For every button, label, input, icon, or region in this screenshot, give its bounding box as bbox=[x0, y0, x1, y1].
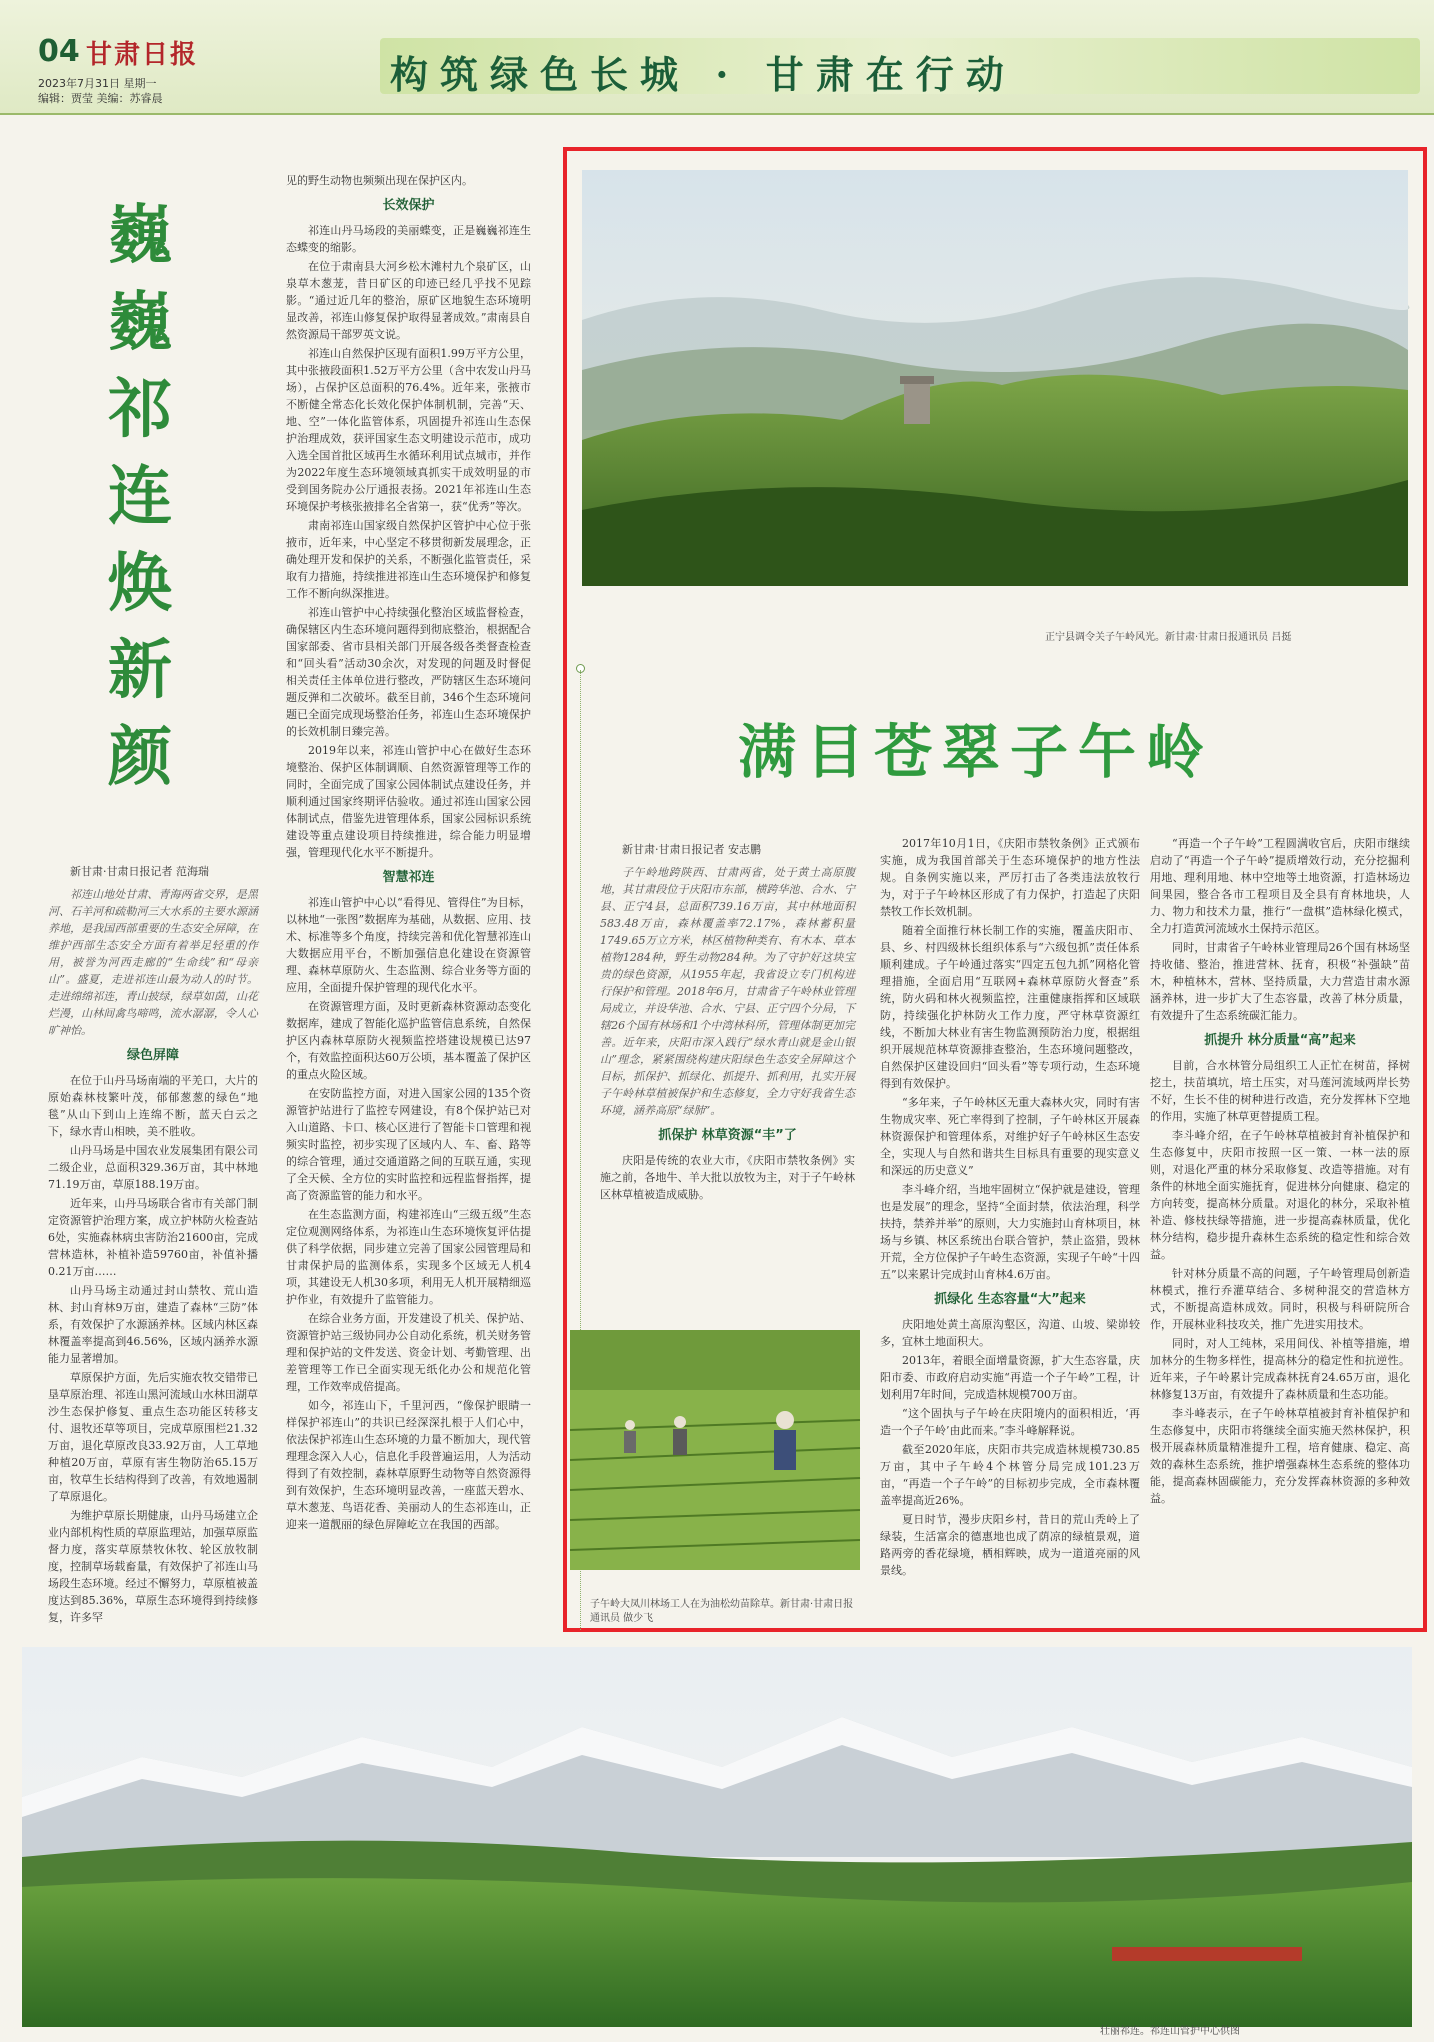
title-char: 连 bbox=[108, 459, 172, 534]
paragraph: 祁连山管护中心以“看得见、管得住”为目标，以林地“一张图”数据库为基础，从数据、应用、技术、标准等多个角度，持续完善和优化智慧祁连山大数据应用平台，不断加强信息化建设在资源管理、森林草原防火、生态监测、综合业务等方面的应用，全面提升保护管理的现代化水平。 bbox=[286, 896, 531, 994]
paragraph: 2017年10月1日，《庆阳市禁牧条例》正式颁布实施，成为我国首部关于生态环境保护的地方性法规。自条例实施以来，严厉打击了各类违法放牧行为，对于子午岭林区形成了有力保护，打造起了庆阳禁牧工作长效机制。 bbox=[880, 837, 1140, 918]
bottom-photo bbox=[22, 1647, 1412, 2027]
bottom-photo-caption: 壮丽祁连。祁连山管护中心供图 bbox=[1100, 2026, 1240, 2037]
paragraph: 2013年，着眼全面增量资源，扩大生态容量，庆阳市委、市政府启动实施“再造一个子午岭”工程，计划利用7年时间，完成造林规模700万亩。 bbox=[880, 1354, 1140, 1401]
right-byline: 新甘肃·甘肃日报记者 安志鹏 bbox=[622, 843, 761, 856]
title-char: 巍 bbox=[108, 285, 172, 360]
left-byline: 新甘肃·甘肃日报记者 范海瑞 bbox=[70, 865, 209, 878]
top-photo-caption: 正宁县调令关子午岭风光。新甘肃·甘肃日报通讯员 吕挺 bbox=[1045, 632, 1292, 643]
title-char: 新 bbox=[108, 633, 172, 708]
right-col-3 bbox=[1150, 835, 1410, 1625]
section-heading: 长效保护 bbox=[382, 198, 435, 213]
top-photo bbox=[582, 170, 1408, 586]
right-col-2 bbox=[880, 835, 1140, 1625]
section-heading: 绿色屏障 bbox=[126, 1048, 179, 1063]
paragraph: “这个固执与子午岭在庆阳境内的面积相近，‘再造一个子午岭’由此而来。”李斗峰解释说。 bbox=[880, 1407, 1140, 1437]
paragraph: 李斗峰介绍，当地牢固树立“保护就是建设，管理也是发展”的理念，坚持“全面封禁，依法治理，科学扶持，禁养并举”的原则，大力实施封山育林项目，林场与乡镇、林区系统出台联合管护，禁止盗猎，毁林开荒，全方位保护子午岭生态资源，实现子午岭“十四五”以来累计完成封山育林4.6万亩。 bbox=[880, 1183, 1140, 1281]
paragraph: 李斗峰介绍，在子午岭林草植被封育补植保护和生态修复中，庆阳市按照一区一策、一林一法的原则，对退化严重的林分采取修复、改造等措施。对有条件的林地全面实施抚育，促进林分向健康、稳定的方向转变，提高林分质量。对退化的林分，采取补植补造、修枝扶绿等措施，进一步提高森林质量，优化林分结构，稳步提升森林生态系统的稳定性和综合效益。 bbox=[1150, 1129, 1410, 1261]
title-char: 颜 bbox=[108, 720, 172, 795]
right-lead: 子午岭地跨陕西、甘肃两省，处于黄土高原腹地，其甘肃段位于庆阳市东部，横跨华池、合水、宁县、正宁4县，总面积739.16万亩，其中林地面积583.48万亩，森林覆盖率72.17%，森林蓄积量1749.65万立方米，林区植物种类有、有木本、草本植物1284种，野生动物284种。为了守护好这块宝贵的绿色资源，从1955年起，我省设立专门机构进行保护和管理。2018年6月，甘肃省子午岭林业管理局成立，并设华池、合水、宁县、正宁四个分局，下辖26个国有林场和1个中湾林科所，管理体制更加完善。近年来，庆阳市深入践行“绿水青山就是金山银山”理念，紧紧围绕构建庆阳绿色生态安全屏障这个目标，抓保护、抓绿化、抓提升、抓利用，扎实开展子午岭林草植被保护和生态修复，全力守好我省生态环境，涵养高原“绿肺”。 bbox=[600, 866, 855, 1117]
paragraph: 在综合业务方面，开发建设了机关、保护站、资源管护站三级协同办公自动化系统，机关财务管理和保护站的文件发送、资金计划、考勤管理、出差管理等工作已全面实现无纸化办公和规范化管理，工作效率成倍提高。 bbox=[286, 1312, 531, 1393]
title-char: 焕 bbox=[108, 546, 172, 621]
right-article-title: 满目苍翠子午岭 bbox=[738, 718, 1215, 786]
paragraph: 为维护草原长期健康，山丹马场建立企业内部机构性质的草原监理站，加强草原监督力度，落实草原禁牧休牧、轮区放牧制度，控制草场载畜量，有效保护了祁连山马场段生态环境。经过不懈努力，草原植被盖度达到85.36%，草原生态环境得到持续修复，许多罕 bbox=[48, 1509, 258, 1624]
qilian-panorama-image bbox=[22, 1647, 1412, 2027]
paragraph: “再造一个子午岭”工程圆满收官后，庆阳市继续启动了“再造一个子午岭”提质增效行动，充分挖掘利用地、理利用地、林中空地等土地资源，打造林场边间果园，整合各市工程项目及全县有育林地块，人力、物力和技术力量，推行“一盘棋”造林绿化模式，全力打造黄河流域水土保持示范区。 bbox=[1150, 837, 1410, 935]
section-heading: 抓绿化 生态容量“大”起来 bbox=[934, 1292, 1086, 1307]
paragraph: 见的野生动物也频频出现在保护区内。 bbox=[286, 174, 473, 187]
banner-title: 构筑绿色长城 · 甘肃在行动 bbox=[390, 52, 1016, 97]
paragraph: 庆阳是传统的农业大市，《庆阳市禁牧条例》实施之前，各地牛、羊大批以放牧为主，对于子午岭林区林草植被造成威胁。 bbox=[600, 1154, 855, 1201]
inset-photo-caption: 子午岭大凤川林场工人在为油松幼苗除草。新甘肃·甘肃日报通讯员 做少飞 bbox=[590, 1599, 854, 1624]
issue-date: 2023年7月31日 星期一 bbox=[38, 77, 157, 90]
paragraph: 肃南祁连山国家级自然保护区管护中心位于张掖市，近年来，中心坚定不移贯彻新发展理念，正确处理开发和保护的关系，不断强化监管责任，采取有力措施，持续推进祁连山生态环境保护和修复工作不断向纵深推进。 bbox=[286, 519, 531, 600]
paragraph: 夏日时节，漫步庆阳乡村，昔日的荒山秃岭上了绿装，生活富余的德惠地也成了荫凉的绿植景观，道路两旁的香花绿境，栖相辉映，成为一道道亮丽的风景线。 bbox=[880, 1513, 1140, 1577]
paragraph: 祁连山自然保护区现有面积1.99万平方公里，其中张掖段面积1.52万平方公里（含中农发山丹马场），占保护区总面积的76.4%。近年来，张掖市不断健全常态化长效化保护体制机制，完善“天、地、空”一体化监管体系，巩固提升祁连山生态保护治理成效，获评国家生态文明建设示范市，成功入选全国首批区域再生水循环利用试点城市，并作为2022年度生态环境领域真抓实干成效明显的市受到国务院办公厅通报表扬。2021年祁连山生态环境保护考核张掖排名全省第一，获“优秀”等次。 bbox=[286, 347, 531, 513]
paragraph: 目前，合水林管分局组织工人正忙在树苗，择树挖土，扶苗填坑，培土压实，对马莲河流域两岸长势不好，生长不佳的树种进行改造，充分发挥林下空地的作用，实施了林草更替提质工程。 bbox=[1150, 1059, 1410, 1123]
paragraph: 随着全面推行林长制工作的实施，覆盖庆阳市、县、乡、村四级林长组织体系与“六级包抓”责任体系顺利建成。子午岭通过落实“四定五包九抓”网格化管理措施，全面启用“互联网+森林草原防火督查”系统，防火码和林火视频监控，注重健康指挥和区域联防，持续强化护林防火工作力度，严守林草资源红线，不断加大林业有害生物监测预防治力度，根据组织开展规范林草资源排查整治，生态环境问题整改，自然保护区建设回归“回头看”等专项行动，生态环境得到有效保护。 bbox=[880, 924, 1140, 1090]
editors: 编辑：贾莹 美编：苏睿晨 bbox=[38, 92, 163, 105]
section-heading: 智慧祁连 bbox=[382, 870, 435, 885]
left-column bbox=[48, 857, 258, 1624]
paragraph: 如今，祁连山下，千里河西，“像保护眼睛一样保护祁连山”的共识已经深深扎根于人们心中，依法保护祁连山生态环境的力量不断加大，现代管理理念深入人心，信息化手段普遍运用，人为活动得到了有效控制，森林草原野生动物等自然资源得到有效保护，生态环境明显改善，一座蓝天碧水、草木葱茏、鸟语花香、美丽动人的生态祁连山，正迎来一道靓丽的绿色屏障屹立在我国的西部。 bbox=[286, 1399, 531, 1531]
paragraph: 在位于肃南县大河乡松木滩村九个泉矿区，山泉草木葱茏，昔日矿区的印迹已经几乎找不见踪影。“通过近几年的整治，原矿区地貌生态环境明显改善，祁连山修复保护取得显著成效。”肃南县自然资源局干部罗英文说。 bbox=[286, 260, 531, 341]
right-col-1 bbox=[600, 835, 855, 1205]
paragraph: 在位于山丹马场南端的平羌口，大片的原始森林枝繁叶茂，郁郁葱葱的绿色“地毯”从山下到山上连绵不断，蓝天白云之下，绿水青山相映，美不胜收。 bbox=[48, 1074, 258, 1138]
paragraph: 同时，甘肃省子午岭林业管理局26个国有林场坚持收储、整治，推进营林、抚育，积极“补强缺”苗木，种植林木，营林、坚持质量，大力营造甘肃水源涵养林，进一步扩大了生态容量，改善了林分质量，有效提升了生态系统碳汇能力。 bbox=[1150, 941, 1410, 1022]
paragraph: 同时，对人工纯林，采用间伐、补植等措施，增加林分的生物多样性，提高林分的稳定性和抗逆性。近年来，子午岭累计完成森林抚育24.65万亩，退化林修复13万亩，有效提升了森林质量和生态功能。 bbox=[1150, 1337, 1410, 1401]
paragraph: “多年来，子午岭林区无重大森林火灾，同时有害生物成灾率、死亡率得到了控制，子午岭林区开展森林资源保护和管理体系，对维护好子午岭林区生态安全，实现人与自然和谐共生目标具有重要的现实意义和深远的历史意义” bbox=[880, 1096, 1140, 1177]
left-lead: 祁连山地处甘肃、青海两省交界，是黑河、石羊河和疏勒河三大水系的主要水源涵养地，是我国西部重要的生态安全屏障，在维护西部生态安全方面有着举足轻重的作用，被誉为河西走廊的“生命线”和“母亲山”。盛夏，走进祁连山最为动人的时节。走进绵绵祁连，青山披绿，绿草如茵，山花烂漫，山林间禽鸟啼鸣，流水潺潺，令人心旷神怡。 bbox=[48, 888, 258, 1037]
page-number: 04 bbox=[38, 34, 80, 69]
date-editors bbox=[38, 76, 163, 106]
section-heading: 抓提升 林分质量“高”起来 bbox=[1204, 1033, 1356, 1048]
paragraph: 山丹马场是中国农业发展集团有限公司二级企业，总面积329.36万亩，其中林地71.19万亩，草原188.19万亩。 bbox=[48, 1144, 258, 1191]
paragraph: 山丹马场主动通过封山禁牧、荒山造林、封山育林9万亩，建造了森林“三防”体系，有效保护了水源涵养林。区域内林区森林覆盖率提高到46.56%，区域内涵养水源能力显著增加。 bbox=[48, 1284, 258, 1365]
paragraph: 李斗峰表示，在子午岭林草植被封育补植保护和生态修复中，庆阳市将继续全面实施天然林保护，积极开展森林质量精准提升工程，培育健康、稳定、高效的森林生态系统，推护增强森林生态系统的整体功能，提高森林固碳能力，充分发挥森林资源的多种效益。 bbox=[1150, 1407, 1410, 1505]
paragraph: 在安防监控方面，对进入国家公园的135个资源管护站进行了监控专网建设，有8个保护站已对入山道路、卡口、核心区进行了智能卡口管理和视频实时监控，初步实现了区域内人、车、畜、路等的综合管理，通过交通道路之间的互联互通，实现了全天候、全方位的实时监控和远程监督指挥，提高了资源监管的能力和水平。 bbox=[286, 1087, 531, 1202]
workers-weeding-image bbox=[570, 1330, 860, 1570]
paragraph: 针对林分质量不高的问题，子午岭管理局创新造林模式，推行乔灌草结合、多树种混交的营造林方式，不断提高造林成效。同时，积极与科研院所合作，开展林业科技攻关，推广先进实用技术。 bbox=[1150, 1267, 1410, 1331]
paragraph: 祁连山丹马场段的美丽蝶变，正是巍巍祁连生态蝶变的缩影。 bbox=[286, 224, 531, 254]
paper-name: 甘肃日报 bbox=[86, 40, 199, 70]
section-heading: 抓保护 林草资源“丰”了 bbox=[658, 1128, 797, 1143]
inset-photo bbox=[570, 1330, 860, 1570]
paragraph: 近年来，山丹马场联合省市有关部门制定资源管护治理方案，成立护林防火检查站6处，实施森林病虫害防治21600亩，完成营林造林，补植补造59760亩，补值补播0.21万亩…… bbox=[48, 1197, 258, 1278]
middle-column bbox=[286, 172, 531, 1617]
masthead bbox=[0, 0, 1434, 115]
paragraph: 庆阳地处黄土高原沟壑区，沟道、山坡、梁峁较多，宜林土地面积大。 bbox=[880, 1318, 1140, 1348]
paragraph: 草原保护方面，先后实施农牧交错带已垦草原治理、祁连山黑河流域山水林田湖草沙生态保护修复、重点生态功能区转移支付、退牧还草等项目，完成草原围栏21.32万亩，退化草原改良33.92万亩，人工草地种植20万亩，草原有害生物防治65.15万亩，牧草生长结构得到了改善，有效地遏制了草原退化。 bbox=[48, 1371, 258, 1503]
left-article-title bbox=[100, 192, 180, 801]
paragraph: 在生态监测方面，构建祁连山“三级五级”生态定位观测网络体系，为祁连山生态环境恢复评估提供了科学依据，同步建立完善了国家公园管理局和甘肃保护局的监测体系，实现多个区域无人机4项，其建设无人机30多项，利用无人机开展精细巡护作业，有效提升了监管能力。 bbox=[286, 1208, 531, 1306]
paragraph: 截至2020年底，庆阳市共完成造林规模730.85万亩，其中子午岭4个林管分局完成101.23万亩，“再造一个子午岭”的目标初步完成，全市森林覆盖率提高近26%。 bbox=[880, 1443, 1140, 1507]
paragraph: 祁连山管护中心持续强化整治区域监督检查，确保辖区内生态环境问题得到彻底整治，根据配合国家部委、省市县相关部门开展各级各类督查检查和“回头看”活动30余次，对发现的问题及时督促相关责任主体单位进行整改，严防辖区生态环境问题反弹和二次破坏。截至目前，346个生态环境问题已全面完成现场整治任务，祁连山生态环境保护的长效机制日臻完善。 bbox=[286, 606, 531, 738]
title-char: 巍 bbox=[108, 198, 172, 273]
mountain-landscape-image bbox=[582, 170, 1408, 586]
title-char: 祁 bbox=[108, 372, 172, 447]
paragraph: 2019年以来，祁连山管护中心在做好生态环境整治、保护区体制调顺、自然资源管理等工作的同时，全面完成了国家公园体制试点建设任务，并顺利通过国家终期评估验收。通过祁连山国家公园体制试点，借鉴先进管理体系，国家公园标识系统建设等重点建设项目持续推进，综合能力明显增强，管理现代化水平不断提升。 bbox=[286, 744, 531, 859]
paragraph: 在资源管理方面，及时更新森林资源动态变化数据库，建成了智能化巡护监管信息系统，自然保护区内森林草原防火视频监控塔建设规模已达97个，有效监控面积达60万公顷，基本覆盖了保护区的重点火险区域。 bbox=[286, 1000, 531, 1081]
